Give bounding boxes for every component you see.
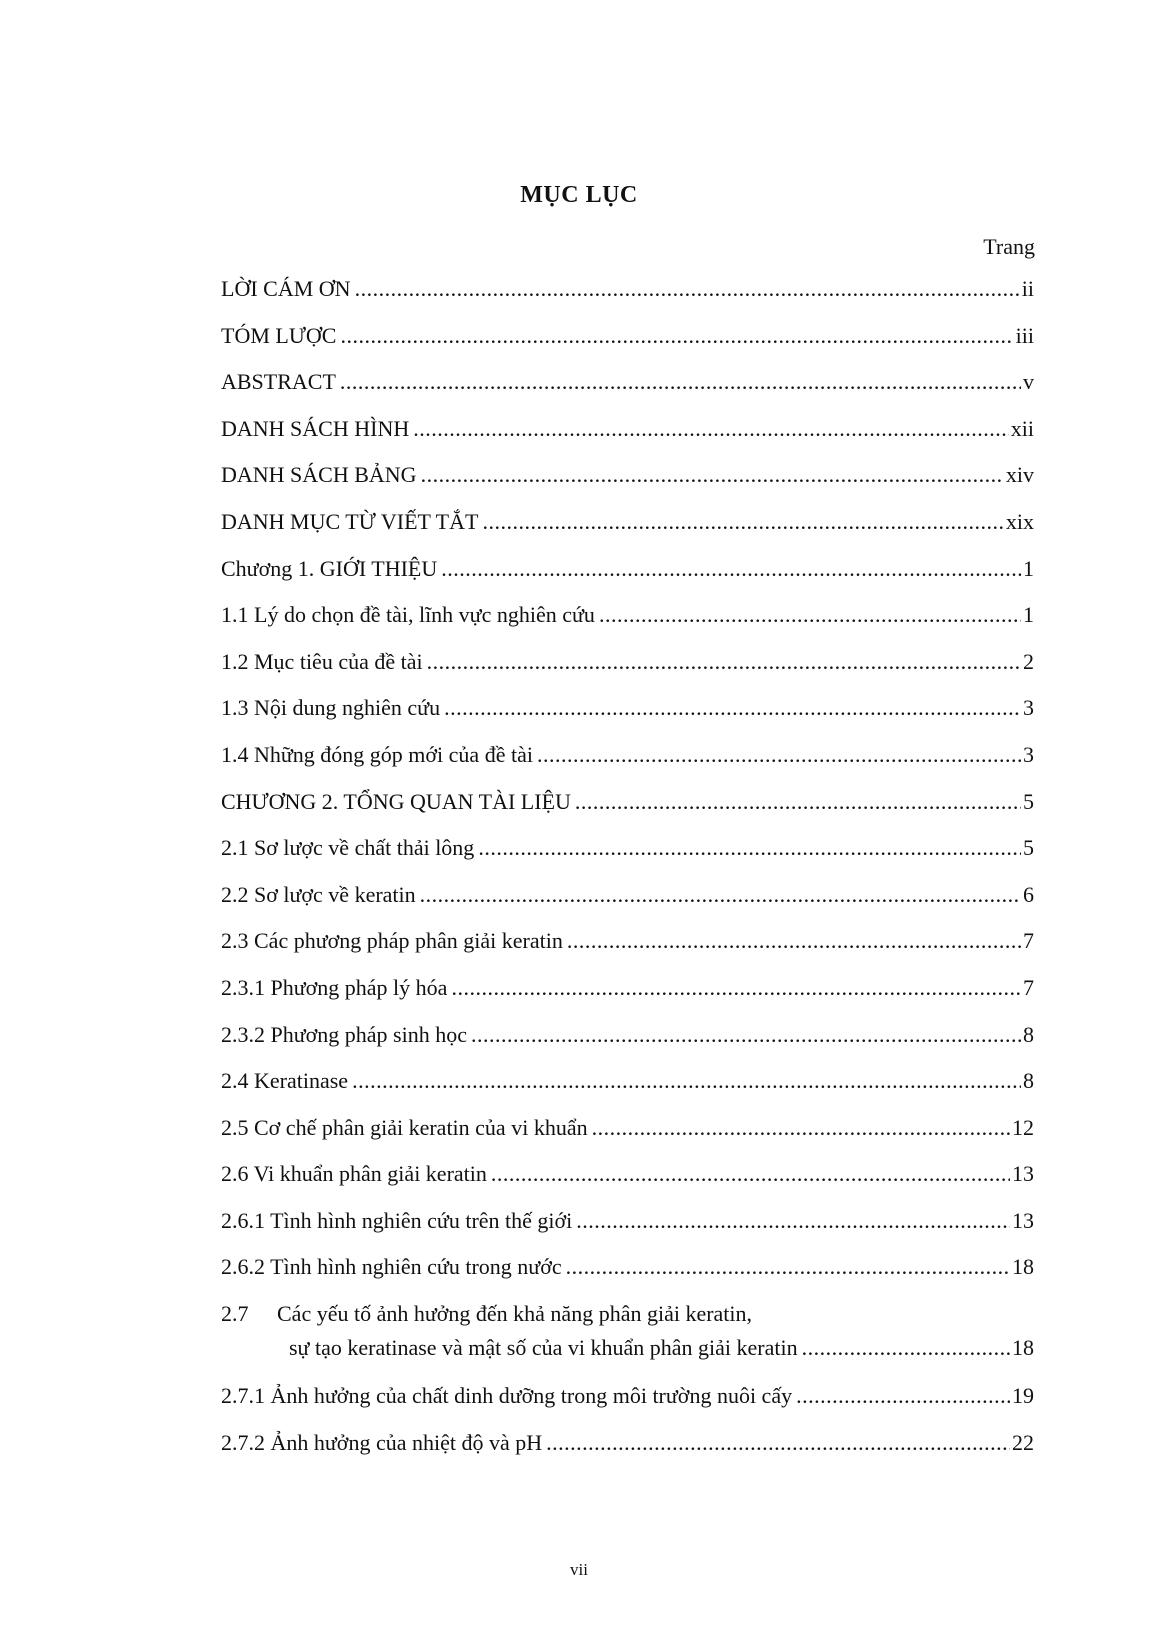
toc-dot-leader (796, 1383, 1010, 1409)
toc-entry-page: 18 (1012, 1335, 1034, 1361)
toc-entry-page: xiv (1005, 462, 1034, 488)
toc-entry-page: 13 (1012, 1207, 1034, 1233)
toc-entry (221, 1254, 1034, 1301)
toc-entry (221, 1161, 1034, 1208)
toc-entry-two-line (221, 1301, 1034, 1375)
toc-entry-page: 8 (1023, 1021, 1034, 1047)
toc-entry-page: ii (1021, 276, 1034, 301)
toc-entry (221, 928, 1034, 975)
toc-entry-label: DANH SÁCH HÌNH (221, 415, 410, 441)
toc-entry-page: 12 (1012, 1114, 1034, 1140)
toc-entry (221, 789, 1034, 836)
toc-entry-label: 2.5 Cơ chế phân giải keratin của vi khuẩn (221, 1114, 588, 1140)
toc-dot-leader (546, 1430, 1010, 1456)
toc-entry-label: 1.1 Lý do chọn đề tài, lĩnh vực nghiên cứu (221, 602, 595, 628)
toc-entry (221, 1208, 1034, 1255)
toc-dot-leader (567, 928, 1021, 954)
toc-entry-label: 2.7.1 Ảnh hưởng của chất dinh dưỡng trong môi trường nuôi cấy (221, 1383, 793, 1409)
toc-entry (221, 556, 1034, 603)
toc-entry-label: 2.6.1 Tình hình nghiên cứu trên thế giới (221, 1207, 573, 1233)
toc-entry-label: TÓM LƯỢC (221, 322, 337, 348)
toc-entry (221, 323, 1034, 370)
toc-dot-leader (537, 742, 1021, 768)
toc-dot-leader (478, 835, 1021, 861)
toc-entry (221, 1383, 1034, 1430)
toc-entry-page: 3 (1023, 741, 1034, 767)
toc-entry-label: DANH SÁCH BẢNG (221, 462, 417, 488)
toc-entry (221, 1068, 1034, 1115)
toc-entry (221, 975, 1034, 1022)
toc-dot-leader (352, 1068, 1021, 1094)
toc-entry-number: 2.7 (221, 1301, 249, 1327)
toc-dot-leader (491, 1161, 1010, 1187)
toc-entry (221, 695, 1034, 742)
toc-entry-page: 19 (1012, 1383, 1034, 1409)
toc-entry-page: 6 (1023, 881, 1034, 907)
toc-entry-label-line2: sự tạo keratinase và mật số của vi khuẩn phân giải keratin (289, 1335, 798, 1361)
page-title: MỤC LỤC (520, 182, 638, 208)
toc-entry-page: 8 (1023, 1068, 1034, 1094)
toc-entry-label: 2.6.2 Tình hình nghiên cứu trong nước (221, 1254, 562, 1280)
toc-entry (221, 742, 1034, 789)
toc-entry-page: iii (1015, 322, 1034, 348)
toc-entry (221, 602, 1034, 649)
toc-dot-leader (413, 416, 1009, 442)
toc-entry-label: 2.3.2 Phương pháp sinh học (221, 1021, 467, 1047)
toc-entry (221, 835, 1034, 882)
toc-entry-label: 2.1 Sơ lược về chất thải lông (221, 835, 475, 861)
toc-entry-page: 22 (1012, 1429, 1034, 1455)
toc-entry-page: 5 (1023, 788, 1034, 814)
table-of-contents (221, 276, 1034, 1476)
toc-entry-label: CHƯƠNG 2. TỔNG QUAN TÀI LIỆU (221, 788, 571, 814)
toc-entry-label: ABSTRACT (221, 369, 336, 395)
toc-entry (221, 509, 1034, 556)
toc-dot-leader (592, 1115, 1010, 1141)
toc-entry-page: 18 (1012, 1254, 1034, 1280)
toc-dot-leader (575, 789, 1021, 815)
toc-entry (221, 462, 1034, 509)
toc-dot-leader (482, 509, 1003, 535)
toc-entry-page: xii (1010, 415, 1034, 441)
toc-dot-leader (420, 882, 1021, 908)
toc-entry-page: v (1023, 369, 1034, 395)
toc-entry-page: 7 (1023, 974, 1034, 1000)
toc-dot-leader (427, 649, 1021, 675)
toc-entry (221, 416, 1034, 463)
toc-entry-label: LỜI CÁM ƠN (221, 276, 351, 301)
toc-entry (221, 276, 1034, 323)
toc-entry (221, 649, 1034, 696)
toc-entry-label: 2.6 Vi khuẩn phân giải keratin (221, 1161, 487, 1187)
toc-dot-leader (355, 276, 1020, 302)
toc-entry (221, 1430, 1034, 1477)
toc-dot-leader (566, 1254, 1010, 1280)
toc-dot-leader (471, 1022, 1021, 1048)
toc-entry-page: 1 (1023, 602, 1034, 628)
toc-dot-leader (444, 695, 1021, 721)
toc-dot-leader (599, 602, 1021, 628)
toc-entry (221, 882, 1034, 929)
toc-entry-page: 1 (1023, 555, 1034, 581)
toc-entry-page: 2 (1023, 648, 1034, 674)
toc-dot-leader (451, 975, 1021, 1001)
toc-entry (221, 369, 1034, 416)
toc-entry (221, 1022, 1034, 1069)
page-column-label: Trang (983, 234, 1035, 259)
toc-entry-label: 2.3 Các phương pháp phân giải keratin (221, 928, 563, 954)
toc-entry-label: DANH MỤC TỪ VIẾT TẮT (221, 508, 479, 534)
toc-entry-label: 2.3.1 Phương pháp lý hóa (221, 974, 448, 1000)
toc-entry (221, 1115, 1034, 1162)
toc-entry-label: 1.4 Những đóng góp mới của đề tài (221, 741, 533, 767)
toc-entry-label: 2.7.2 Ảnh hưởng của nhiệt độ và pH (221, 1429, 543, 1455)
toc-entry-page: 7 (1023, 928, 1034, 954)
toc-dot-leader (441, 556, 1021, 582)
toc-dot-leader (802, 1335, 1010, 1361)
toc-entry-page: xix (1005, 508, 1034, 534)
toc-entry-label: 2.2 Sơ lược về keratin (221, 881, 416, 907)
toc-entry-page: 13 (1012, 1161, 1034, 1187)
toc-entry-label-line1: Các yếu tố ảnh hưởng đến khả năng phân giải keratin, (277, 1301, 753, 1327)
toc-dot-leader (340, 369, 1021, 395)
toc-dot-leader (421, 462, 1004, 488)
toc-entry-page: 3 (1023, 695, 1034, 721)
page-number: vii (570, 1560, 588, 1579)
toc-entry-label: 1.3 Nội dung nghiên cứu (221, 695, 441, 721)
toc-dot-leader (340, 323, 1013, 349)
toc-dot-leader (576, 1208, 1010, 1234)
toc-entry-label: 1.2 Mục tiêu của đề tài (221, 648, 423, 674)
toc-entry-label: Chương 1. GIỚI THIỆU (221, 555, 438, 581)
toc-entry-label: 2.4 Keratinase (221, 1068, 349, 1094)
toc-entry-page: 5 (1023, 835, 1034, 861)
